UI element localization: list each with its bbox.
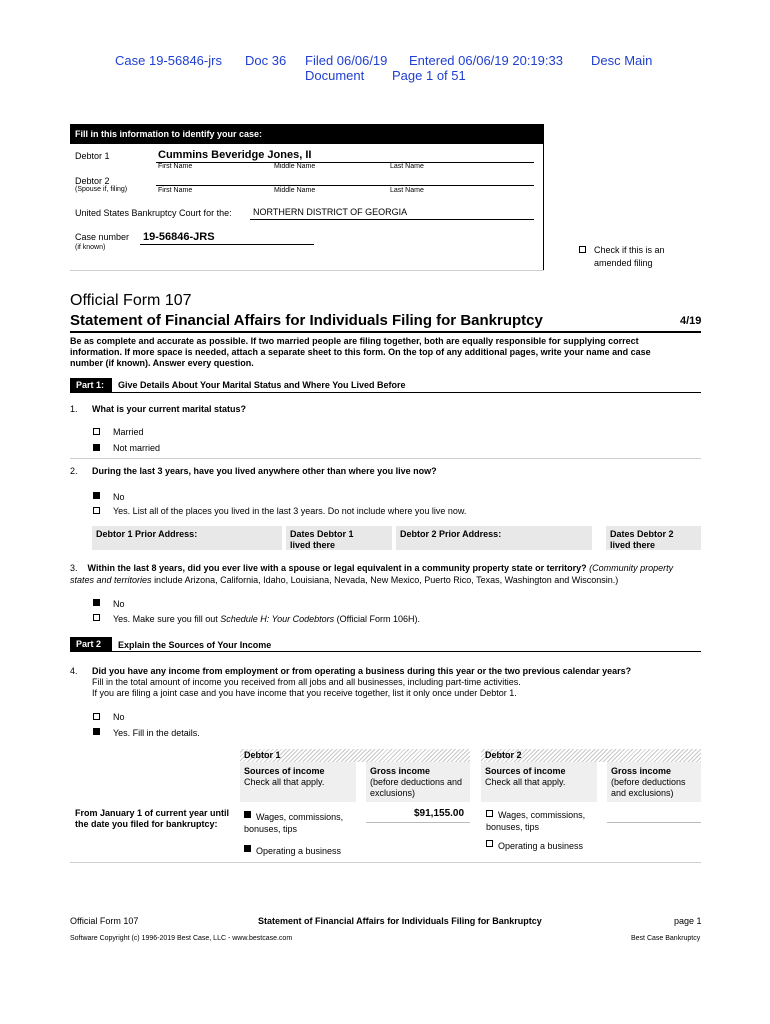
q2-yes-label: Yes. List all of the places you lived in the last 3 years. Do not include where you live now. [113, 506, 467, 516]
part1-label: Part 1: [70, 378, 112, 392]
d1-gross-sub1: (before deductions and [370, 777, 463, 787]
page-count-stamp: Page 1 of 51 [392, 68, 466, 83]
q4-text: Did you have any income from employment or from operating a business during this year or the two previous calendar years? [92, 666, 632, 676]
q3-yes-label [113, 614, 420, 624]
part2-rule [70, 651, 701, 652]
d2-sources-header [481, 762, 597, 802]
d1-gross-header [366, 762, 470, 802]
d2-dates-header-line2: lived there [610, 540, 656, 550]
d1-gross-sub2: exclusions) [370, 788, 416, 798]
d2-business-checkbox[interactable] [486, 840, 493, 847]
debtor1-income-header [240, 749, 470, 762]
d1-dates-header-line1: Dates Debtor 1 [290, 529, 354, 539]
debtor2-first-name-caption: First Name [158, 187, 193, 194]
q4-number: 4. [70, 666, 78, 676]
form-title: Statement of Financial Affairs for Individuals Filing for Bankruptcy [70, 312, 543, 329]
d2-prior-address-header: Debtor 2 Prior Address: [396, 526, 592, 550]
q1-not-married-checkbox[interactable] [93, 444, 100, 451]
q1-married-label: Married [113, 427, 144, 437]
d2-amount-line [607, 822, 701, 823]
footer-vendor: Best Case Bankruptcy [631, 935, 701, 942]
d2-gross-sub1: (before deductions [611, 777, 686, 787]
footer-page: page 1 [674, 916, 702, 926]
document-stamp: Document [305, 68, 365, 83]
d1-dates-header-line2: lived there [290, 540, 336, 550]
d2-sources-title: Sources of income [485, 766, 566, 776]
q3-italic-1: (Community property [589, 563, 674, 573]
d2-business-label: Operating a business [498, 841, 584, 851]
d2-wages-checkbox[interactable] [486, 810, 493, 817]
d2-dates-header [606, 526, 701, 550]
intro-line-1: Be as complete and accurate as possible. If two married people are filing together, both are equally responsible for supplying correct [70, 336, 639, 346]
amended-filing-checkbox[interactable] [579, 246, 586, 253]
case-number-value[interactable]: 19-56846-JRS [143, 231, 215, 243]
d2-wages-label-1: Wages, commissions, [498, 810, 586, 820]
form-version: 4/19 [680, 315, 702, 327]
q3-no-checkbox[interactable] [93, 599, 100, 606]
q2-yes-checkbox[interactable] [93, 507, 100, 514]
q3-yes-label-italic: Schedule H: Your Codebtors [220, 614, 335, 624]
q3-no-label: No [113, 599, 125, 609]
case-number-stamp: Case 19-56846-jrs [115, 53, 222, 68]
identify-case-box [70, 144, 544, 271]
identify-case-title: Fill in this information to identify your case: [75, 129, 263, 139]
identify-box-bottom [70, 270, 544, 271]
debtor2-income-header-label: Debtor 2 [485, 750, 522, 760]
income-row-label-1: From January 1 of current year until [75, 808, 230, 818]
q4-yes-label: Yes. Fill in the details. [113, 728, 200, 738]
debtor1-name-line [156, 162, 534, 163]
q3-number: 3. [70, 563, 78, 573]
q3-text-block [70, 562, 705, 586]
d1-wages-label-1: Wages, commissions, [256, 812, 344, 822]
court-line [250, 219, 534, 220]
debtor2-last-name-caption: Last Name [390, 187, 424, 194]
q4-yes-checkbox[interactable] [93, 728, 100, 735]
footer-form: Official Form 107 [70, 916, 139, 926]
debtor1-middle-name-caption: Middle Name [274, 163, 316, 170]
d1-business-label: Operating a business [256, 846, 342, 856]
d1-check-all: Check all that apply. [244, 777, 325, 787]
intro-line-2: information. If more space is needed, attach a separate sheet to this form. On the top of any additional pages, write your name and case [70, 347, 651, 357]
d2-check-all: Check all that apply. [485, 777, 566, 787]
debtor2-label: Debtor 2 [75, 176, 110, 186]
q3-yes-checkbox[interactable] [93, 614, 100, 621]
d2-wages-label-2: bonuses, tips [486, 822, 540, 832]
d1-sources-title: Sources of income [244, 766, 325, 776]
case-number-sublabel: (if known) [75, 244, 106, 251]
amended-filing-label-1: Check if this is an [594, 245, 665, 255]
court-label: United States Bankruptcy Court for the: [75, 208, 232, 218]
doc-number-stamp: Doc 36 [245, 53, 287, 68]
debtor2-income-header [481, 749, 701, 762]
intro-line-3: number (if known). Answer every question. [70, 358, 254, 368]
part2-label: Part 2 [70, 637, 112, 651]
footer-copyright: Software Copyright (c) 1996-2019 Best Case, LLC - www.bestcase.com [70, 935, 293, 942]
q3-yes-label-post: (Official Form 106H). [334, 614, 420, 624]
filed-date-stamp: Filed 06/06/19 [305, 53, 388, 68]
case-number-line [140, 244, 314, 245]
part2-title: Explain the Sources of Your Income [118, 640, 272, 650]
desc-stamp: Desc Main [591, 53, 653, 68]
debtor2-name-line [156, 185, 534, 186]
debtor1-first-name-caption: First Name [158, 163, 193, 170]
debtor1-last-name-caption: Last Name [390, 163, 424, 170]
q2-number: 2. [70, 466, 78, 476]
q4-no-checkbox[interactable] [93, 713, 100, 720]
part1-title: Give Details About Your Marital Status and Where You Lived Before [118, 380, 406, 390]
amended-filing-label-2: amended filing [594, 258, 653, 268]
q3-yes-label-pre: Yes. Make sure you fill out [113, 614, 221, 624]
debtor2-middle-name-caption: Middle Name [274, 187, 316, 194]
title-rule [70, 331, 701, 333]
d1-wages-checkbox[interactable] [244, 811, 251, 818]
q2-no-checkbox[interactable] [93, 492, 100, 499]
debtor1-name[interactable]: Cummins Beveridge Jones, II [158, 149, 312, 161]
income-row-rule [70, 862, 701, 863]
d2-gross-sub2: and exclusions) [611, 788, 674, 798]
part1-rule [70, 392, 701, 393]
q1-not-married-label: Not married [113, 443, 161, 453]
q4-line3: If you are filing a joint case and you have income that you receive together, list it only once under Debtor 1. [92, 688, 517, 698]
q2-no-label: No [113, 492, 125, 502]
debtor1-label: Debtor 1 [75, 151, 110, 161]
q2-text: During the last 3 years, have you lived anywhere other than where you live now? [92, 466, 437, 476]
q4-line2: Fill in the total amount of income you received from all jobs and all businesses, including part-time activities. [92, 677, 521, 687]
case-number-label: Case number [75, 232, 130, 242]
q3-question: Within the last 8 years, did you ever live with a spouse or legal equivalent in a community property state or territory? [87, 563, 587, 573]
d1-wages-amount[interactable]: $91,155.00 [414, 808, 465, 819]
q1-rule [70, 458, 701, 459]
d1-gross-title: Gross income [370, 766, 431, 776]
debtor2-sublabel: (Spouse if, filing) [75, 186, 128, 193]
entered-date-stamp: Entered 06/06/19 20:19:33 [409, 53, 563, 68]
d1-wages-label-2: bonuses, tips [244, 824, 298, 834]
q4-no-label: No [113, 712, 125, 722]
q1-married-checkbox[interactable] [93, 428, 100, 435]
court-value[interactable]: NORTHERN DISTRICT OF GEORGIA [253, 207, 408, 217]
d1-business-checkbox[interactable] [244, 845, 251, 852]
d1-amount-line [366, 822, 470, 823]
income-row-label-2: the date you filed for bankruptcy: [75, 819, 218, 829]
q1-number: 1. [70, 404, 78, 414]
d1-sources-header [240, 762, 356, 802]
d2-gross-header [607, 762, 701, 802]
identify-case-header [70, 124, 544, 144]
d2-dates-header-line1: Dates Debtor 2 [610, 529, 674, 539]
d1-dates-header [286, 526, 392, 550]
q1-text: What is your current marital status? [92, 404, 247, 414]
official-form-number: Official Form 107 [70, 292, 192, 309]
debtor1-income-header-label: Debtor 1 [244, 750, 281, 760]
q3-italic-2: states and territories [70, 575, 152, 585]
footer-title: Statement of Financial Affairs for Individuals Filing for Bankruptcy [258, 916, 542, 926]
d1-prior-address-header: Debtor 1 Prior Address: [92, 526, 282, 550]
d2-gross-title: Gross income [611, 766, 672, 776]
q3-rest: include Arizona, California, Idaho, Louisiana, Nevada, New Mexico, Puerto Rico, Texas, Washington and Wisconsin.) [154, 575, 619, 585]
